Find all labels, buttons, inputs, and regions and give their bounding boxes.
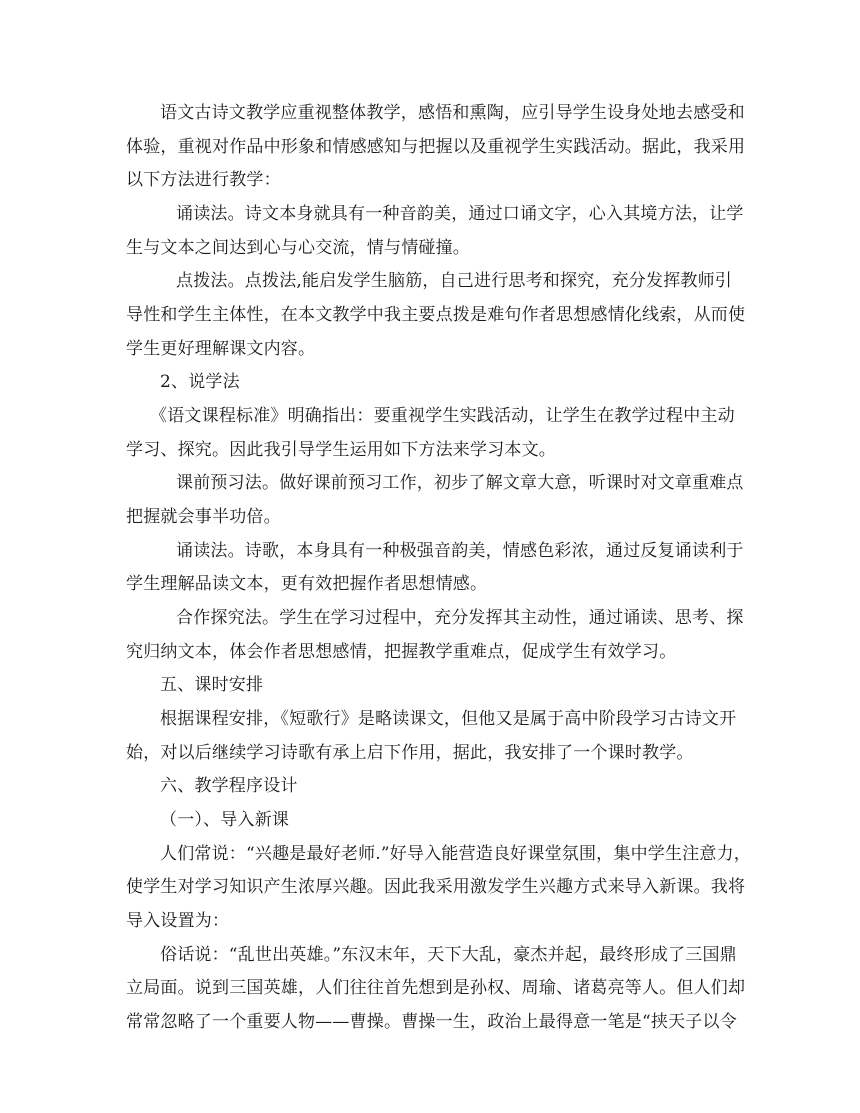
- paragraph-line: 常常忽略了一个重要人物——曹操。曹操一生，政治上最得意一笔是“挟天子以令: [126, 1012, 737, 1032]
- paragraph-line: 体验，重视对作品中形象和情感感知与把握以及重视学生实践活动。据此，我采用: [126, 137, 746, 157]
- paragraph-line: 诵读法。诗文本身就具有一种音韵美，通过口诵文字，心入其境方法，让学: [176, 204, 744, 224]
- paragraph-line: 立局面。说到三国英雄，人们往往首先想到是孙权、周瑜、诸葛亮等人。但人们却: [126, 978, 746, 998]
- paragraph-line: 究归纳文本，体会作者思想感情，把握教学重难点，促成学生有效学习。: [126, 642, 677, 662]
- paragraph-line: 合作探究法。学生在学习过程中，充分发挥其主动性，通过诵读、思考、探: [176, 608, 744, 628]
- paragraph-line: 学生更好理解课文内容。: [126, 339, 316, 359]
- paragraph-line: 点拨法。点拨法,能启发学生脑筋，自己进行思考和探究，充分发挥教师引: [176, 271, 733, 291]
- paragraph-line: 使学生对学习知识产生浓厚兴趣。因此我采用激发学生兴趣方式来导入新课。我将: [126, 877, 746, 897]
- paragraph-line: 学生理解品读文本，更有效把握作者思想情感。: [126, 574, 488, 594]
- paragraph-line: 导入设置为：: [126, 911, 230, 931]
- section-heading: 六、教学程序设计: [160, 776, 298, 796]
- paragraph-line: 《语文课程标准》明确指出：要重视学生实践活动，让学生在教学过程中主动: [150, 406, 735, 426]
- paragraph-line: 始，对以后继续学习诗歌有承上启下作用，据此，我安排了一个课时教学。: [126, 743, 694, 763]
- paragraph-line: 把握就会事半功倍。: [126, 507, 281, 527]
- paragraph-line: 导性和学生主体性，在本文教学中我主要点拨是难句作者思想感情化线索，从而使: [126, 305, 746, 325]
- paragraph-line: 根据课程安排，《短歌行》是略读课文，但他又是属于高中阶段学习古诗文开: [160, 709, 737, 729]
- paragraph-line: 人们常说：“兴趣是最好老师.”好导入能营造良好课堂氛围，集中学生注意力，: [160, 844, 751, 864]
- paragraph-line: 俗话说：“乱世出英雄。”东汉末年，天下大乱，豪杰并起，最终形成了三国鼎: [160, 945, 737, 965]
- paragraph-line: 生与文本之间达到心与心交流，情与情碰撞。: [126, 238, 470, 258]
- section-heading: 2、说学法: [160, 372, 240, 392]
- paragraph-line: 学习、探究。因此我引导学生运用如下方法来学习本文。: [126, 440, 556, 460]
- paragraph-line: 以下方法进行教学：: [126, 170, 281, 190]
- paragraph-line: 课前预习法。做好课前预习工作，初步了解文章大意，听课时对文章重难点: [176, 473, 744, 493]
- section-heading: 五、课时安排: [160, 675, 264, 695]
- paragraph-line: 语文古诗文教学应重视整体教学，感悟和熏陶，应引导学生设身处地去感受和: [160, 103, 745, 123]
- paragraph-line: 诵读法。诗歌，本身具有一种极强音韵美，情感色彩浓，通过反复诵读利于: [176, 541, 744, 561]
- subsection-heading: （一）、导入新课: [160, 810, 290, 830]
